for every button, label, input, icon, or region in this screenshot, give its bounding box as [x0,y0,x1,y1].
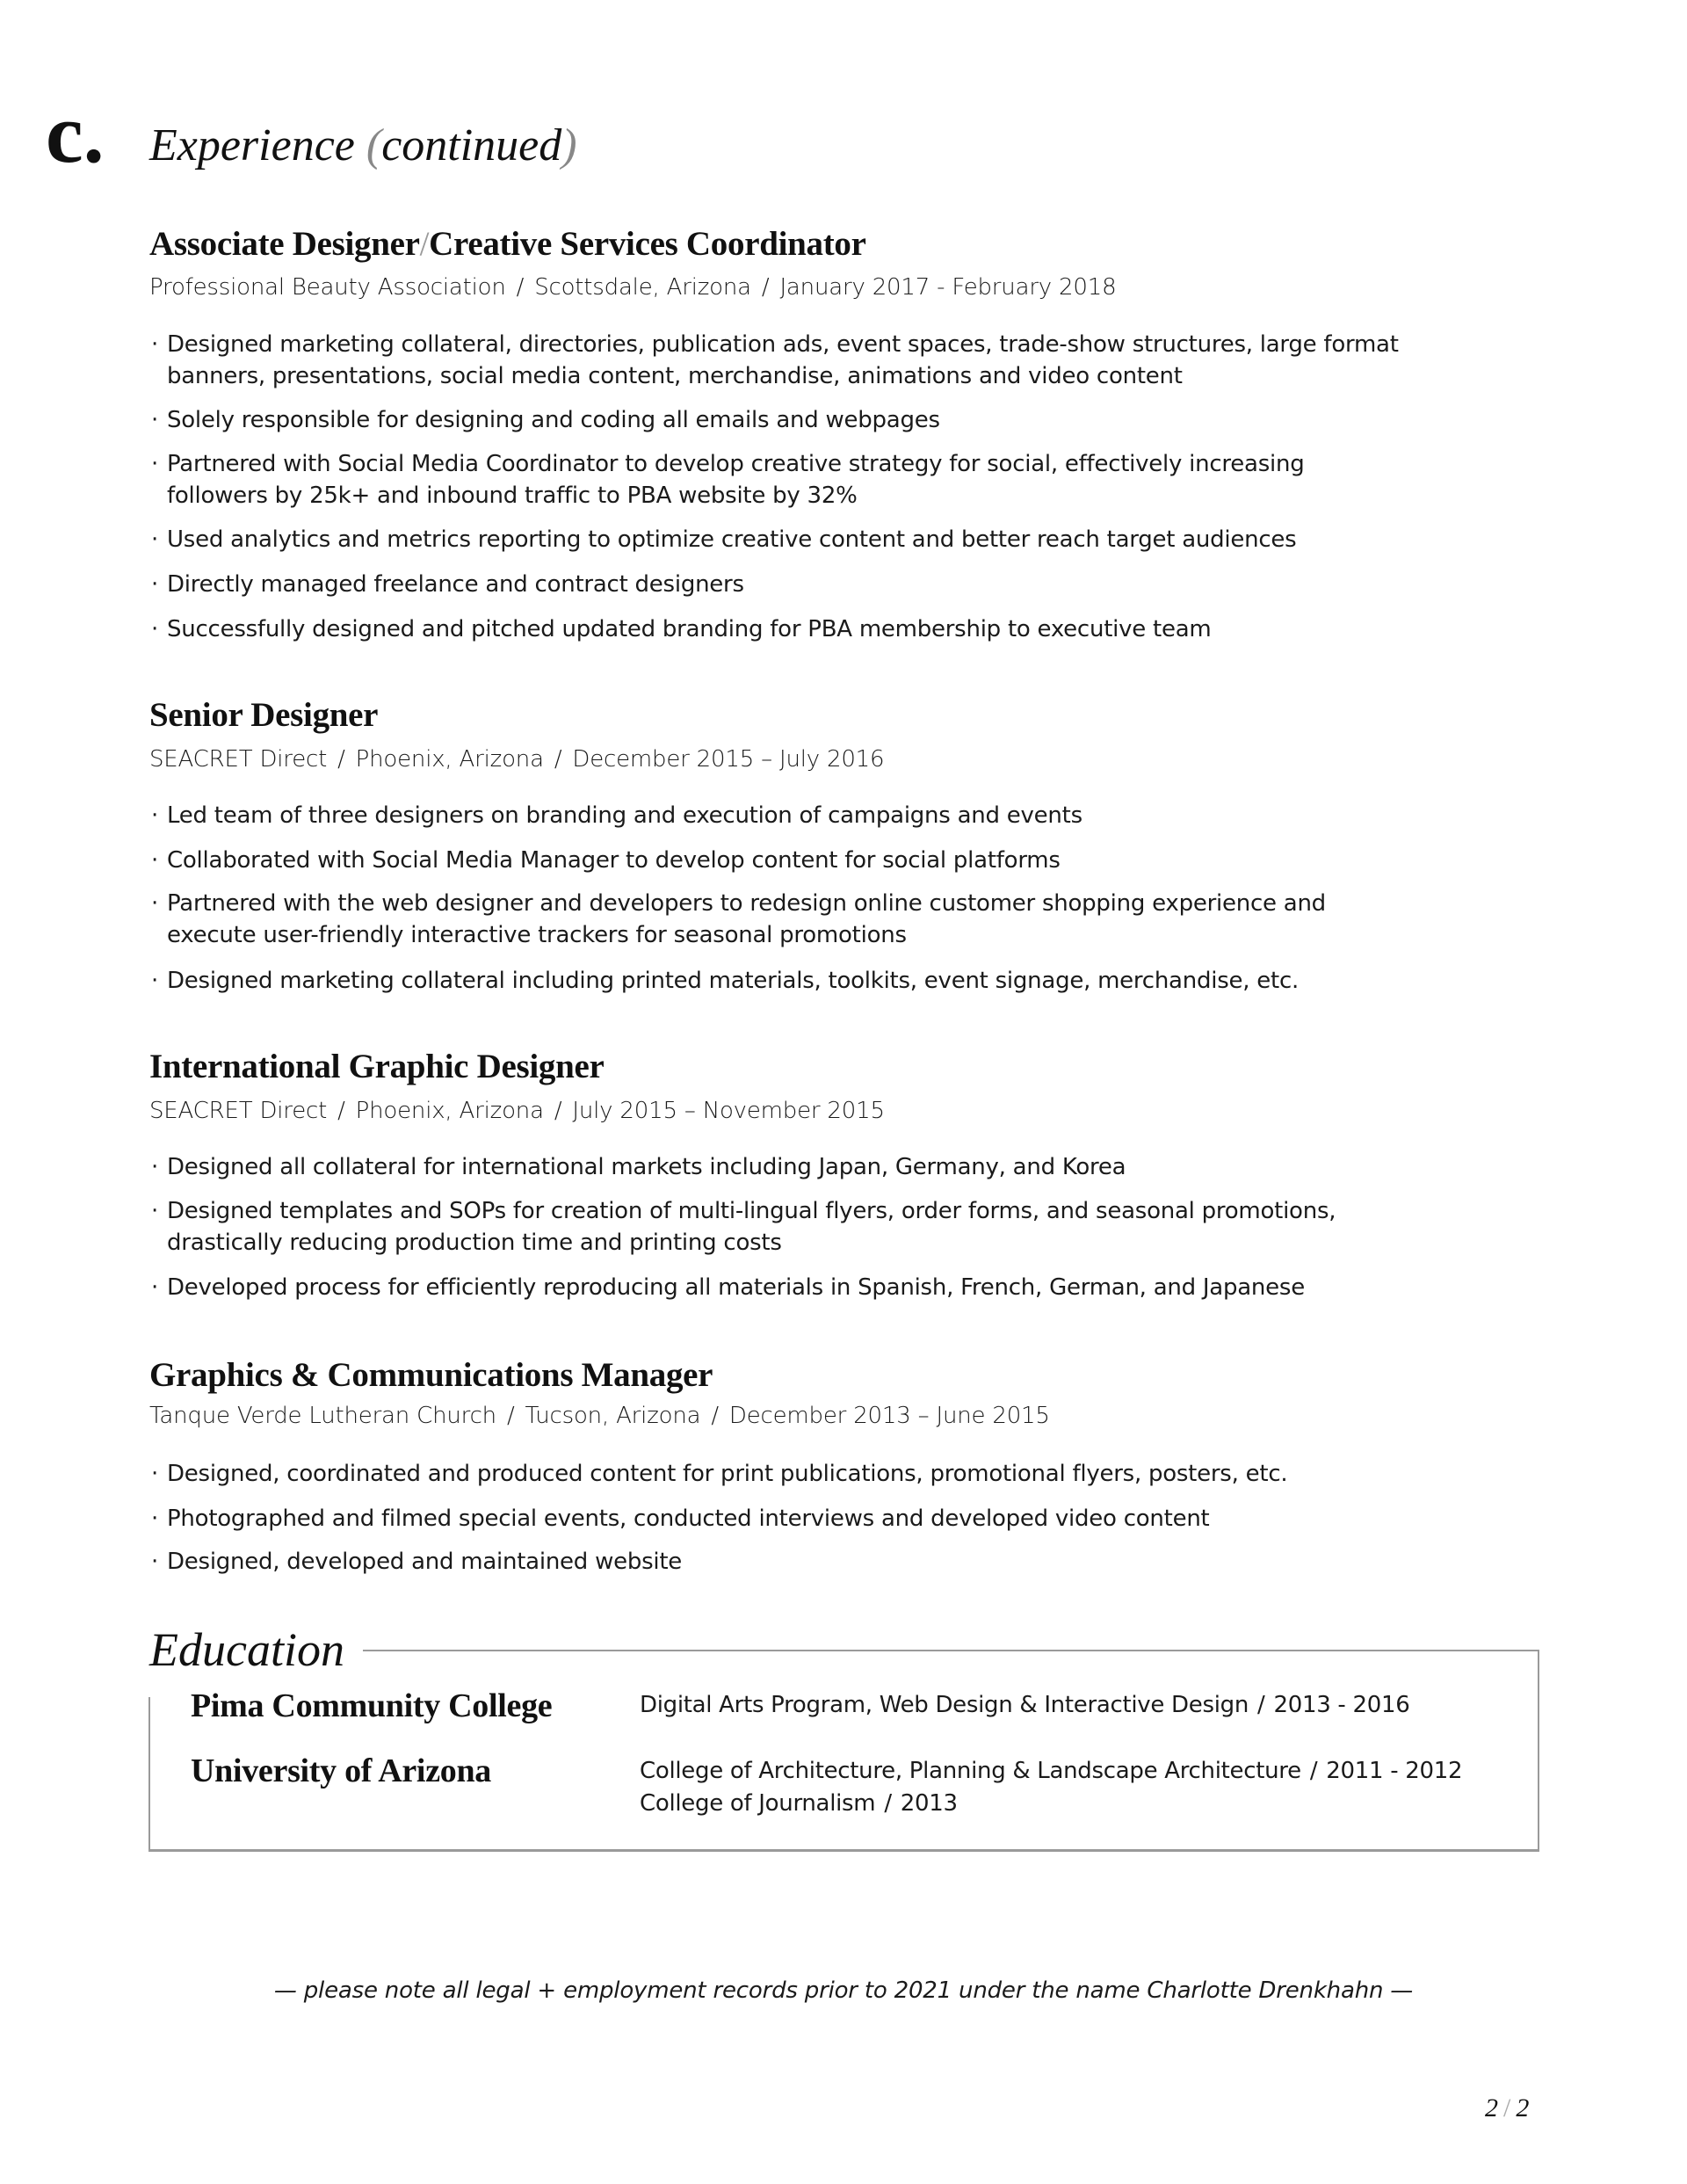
bullet-dot-icon: · [151,1154,159,1180]
page-current: 2 [1485,2093,1498,2122]
bullet-item [151,404,940,436]
job-subtitle [149,748,884,771]
job-company: Professional Beauty Association [149,274,506,301]
bullet-text: Partnered with the web designer and developers to redesign online customer shopping experience and [167,890,1326,917]
section-title-main: Experience [149,120,355,171]
job-company: Tanque Verde Lutheran Church [149,1403,496,1429]
job-title-primary: Senior Designer [149,696,379,734]
bullet-item [151,800,1082,831]
bullet-text: banners, presentations, social media content, merchandise, animations and video content [167,363,1183,389]
bullet-text: Directly managed freelance and contract designers [167,571,744,598]
job-title-secondary: Creative Services Coordinator [429,225,866,263]
bullet-dot-icon: · [151,331,159,358]
section-title-paren-close: ) [561,120,577,171]
bullet-dot-icon: · [151,1274,159,1301]
bullet-dot-icon: · [151,1461,159,1487]
program: Digital Arts Program, Web Design & Interactive Design [640,1692,1249,1718]
job-location: Phoenix, Arizona [355,746,544,773]
page-number [1485,2095,1529,2122]
job-subtitle [149,1099,885,1122]
education-box [148,1650,1539,1852]
bullet-dot-icon: · [151,526,159,553]
job-location: Tucson, Arizona [525,1403,701,1429]
bullet-text: Designed marketing collateral including printed materials, toolkits, event signage, merchandise, etc. [167,968,1300,994]
job-title-primary: Graphics & Communications Manager [149,1356,713,1394]
school-name: University of Arizona [191,1752,491,1789]
bullet-dot-icon: · [151,1506,159,1532]
bullet-item [151,1546,683,1578]
bullet-item [151,845,1061,876]
program: College of Architecture, Planning & Landscape Architecture [640,1758,1301,1784]
job-title-slash: / [419,225,430,263]
bullet-item [151,1503,1210,1535]
job-location: Phoenix, Arizona [355,1098,544,1124]
bullet-dot-icon: · [151,1549,159,1575]
bullet-text: Used analytics and metrics reporting to optimize creative content and better reach target audiences [167,526,1297,553]
job-subtitle [149,1404,1050,1427]
bullet-item [151,888,1326,951]
page-total: 2 [1516,2093,1530,2122]
bullet-item [151,1195,1336,1259]
divider [1538,1650,1539,1852]
separator: / [516,274,525,301]
bullet-text: followers by 25k+ and inbound traffic to PBA website by 32% [167,483,858,509]
bullet-text: Designed, developed and maintained website [167,1549,683,1575]
bullet-dot-icon: · [151,847,159,874]
job-title-primary: Associate Designer [149,225,420,263]
school-detail [640,1788,958,1820]
bullet-item [151,1458,1288,1490]
school-detail [640,1755,1462,1788]
school-detail [640,1689,1409,1722]
education-title: Education [149,1623,344,1676]
section-title [149,120,577,171]
program: College of Journalism [640,1790,876,1817]
bullet-text: Designed templates and SOPs for creation of multi-lingual flyers, order forms, and seasonal promotions, [167,1198,1336,1224]
bullet-dot-icon: · [151,451,159,477]
bullet-dot-icon: · [151,407,159,433]
bullet-text: Solely responsible for designing and coding all emails and webpages [167,407,940,433]
separator: / [337,746,345,773]
job-title [149,227,866,261]
years: 2011 - 2012 [1326,1758,1463,1784]
separator: / [884,1790,892,1817]
bullet-text: Designed marketing collateral, directories, publication ads, event spaces, trade-show structures, large format [167,331,1399,358]
divider [363,1650,1539,1651]
job-location: Scottsdale, Arizona [534,274,751,301]
bullet-text: drastically reducing production time and printing costs [167,1230,782,1256]
job-dates: January 2017 - February 2018 [779,274,1117,301]
job-subtitle [149,276,1116,299]
job-company: SEACRET Direct [149,1098,328,1124]
bullet-text: Successfully designed and pitched updated branding for PBA membership to executive team [167,616,1212,642]
section-title-paren-open: ( [366,120,382,171]
bullet-dot-icon: · [151,968,159,994]
bullet-text: Developed process for efficiently reproducing all materials in Spanish, French, German, and Japanese [167,1274,1305,1301]
job-dates: December 2015 – July 2016 [572,746,885,773]
years: 2013 [900,1790,958,1817]
section-letter: c. [46,86,105,180]
job-title [149,1358,713,1392]
bullet-dot-icon: · [151,802,159,829]
bullet-dot-icon: · [151,616,159,642]
job-dates: December 2013 – June 2015 [728,1403,1050,1429]
bullet-dot-icon: · [151,571,159,598]
footer-note: — please note all legal + employment records prior to 2021 under the name Charlotte Drenkhahn — [273,1977,1414,2004]
job-company: SEACRET Direct [149,746,328,773]
bullet-item [151,1151,1126,1183]
bullet-text: Partnered with Social Media Coordinator to develop creative strategy for social, effectively increasing [167,451,1305,477]
separator: / [554,1098,562,1124]
bullet-text: Designed, coordinated and produced content for print publications, promotional flyers, posters, etc. [167,1461,1288,1487]
bullet-dot-icon: · [151,890,159,917]
divider [148,1697,150,1852]
separator: / [1309,1758,1318,1784]
school-name: Pima Community College [191,1687,553,1724]
bullet-item [151,569,744,600]
bullet-item [151,448,1305,512]
page-separator: / [1503,2093,1511,2122]
bullet-text: execute user-friendly interactive trackers for seasonal promotions [167,922,907,948]
years: 2013 - 2016 [1273,1692,1410,1718]
bullet-item [151,329,1399,392]
separator: / [1257,1692,1265,1718]
job-title-primary: International Graphic Designer [149,1048,605,1085]
bullet-text: Photographed and filmed special events, conducted interviews and developed video content [167,1506,1210,1532]
separator: / [337,1098,345,1124]
divider [148,1849,1539,1852]
bullet-text: Led team of three designers on branding and execution of campaigns and events [167,802,1082,829]
separator: / [554,746,562,773]
separator: / [711,1403,719,1429]
separator: / [506,1403,515,1429]
bullet-text: Collaborated with Social Media Manager to develop content for social platforms [167,847,1061,874]
bullet-item [151,965,1300,997]
bullet-item [151,613,1212,645]
separator: / [761,274,770,301]
bullet-item [151,1272,1305,1303]
job-title [149,698,378,732]
job-title [149,1049,604,1084]
bullet-dot-icon: · [151,1198,159,1224]
section-title-sub: continued [381,120,562,171]
job-dates: July 2015 – November 2015 [572,1098,885,1124]
bullet-item [151,524,1297,555]
bullet-text: Designed all collateral for international markets including Japan, Germany, and Korea [167,1154,1126,1180]
